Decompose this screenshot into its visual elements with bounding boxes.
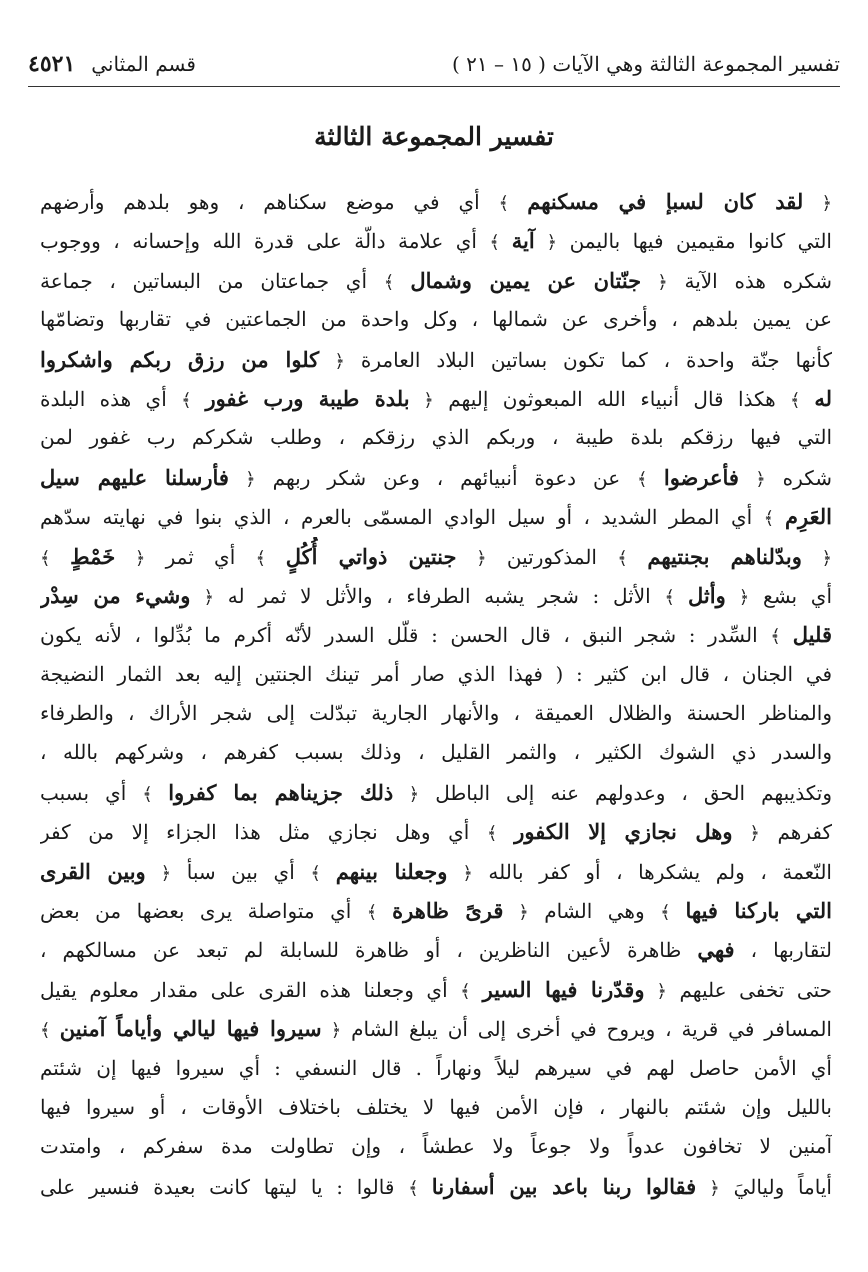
commentary-text: أي هذه البلدة	[40, 386, 182, 411]
ornate-bracket: ﴾	[486, 823, 515, 845]
ornate-bracket: ﴾	[408, 1177, 432, 1199]
commentary-text: أي متواصلة يرى بعضها من بعض	[40, 899, 367, 924]
ornate-bracket: ﴾	[664, 586, 688, 608]
ornate-bracket: ﴿	[145, 862, 172, 884]
commentary-text: أي بين سبأ	[171, 859, 311, 884]
commentary-text: التي كانوا مقيمين فيها باليمن	[557, 229, 832, 254]
commentary-text: أي بسبب	[40, 780, 143, 805]
ornate-bracket: ﴾	[498, 193, 528, 214]
text-line	[40, 497, 832, 536]
quran-verse: التي باركنا فيها	[685, 898, 832, 924]
quran-verse: سيروا فيها ليالي وأياماً آمنين	[59, 1016, 322, 1042]
commentary-text: قالوا : يا ليتها كانت بعيدة فنسير على	[40, 1174, 409, 1199]
text-line	[40, 1009, 832, 1048]
commentary-text: أي وجعلنا هذه القرى على مقدار معلوم يقيل	[40, 977, 461, 1002]
commentary-text: في الجنان ، قال ابن كثير : ( فهذا الذي صار أمر تينك الجنتين إليه بعد الثمار النضيجة	[40, 661, 832, 686]
ornate-bracket: ﴾	[660, 902, 686, 924]
commentary-text: أي ثمر	[145, 544, 256, 569]
quran-verse: فأرسلنا عليهم سيل	[40, 464, 229, 490]
quran-verse: لقد كان لسبإ في مسكنهم	[527, 189, 804, 214]
commentary-text: عن دعوة أنبيائهم ، وعن شكر ربهم	[255, 465, 638, 490]
ornate-bracket: ﴿	[725, 586, 750, 608]
ornate-bracket: ﴾	[489, 232, 512, 254]
commentary-text: كفرهم	[759, 820, 832, 845]
section-title: تفسير المجموعة الثالثة	[314, 122, 554, 151]
ornate-bracket: ﴿	[803, 193, 832, 214]
text-line	[40, 694, 832, 733]
commentary-text: المذكورتين	[486, 544, 618, 569]
text-line	[40, 891, 832, 930]
text-line	[40, 1049, 832, 1088]
quran-verse: وأثل	[687, 582, 726, 608]
commentary-text: أي بشع	[749, 583, 832, 608]
quran-verse: وبدّلناهم بجنتيهم	[647, 543, 802, 569]
text-line	[40, 261, 832, 300]
quran-verse: كلوا من رزق ربكم واشكروا	[40, 346, 320, 372]
ornate-bracket: ﴿	[534, 232, 558, 254]
text-line	[40, 773, 832, 812]
ornate-bracket: ﴿	[696, 1177, 720, 1199]
header-meta	[28, 51, 196, 77]
text-line	[40, 300, 832, 339]
commentary-text: وهي الشام	[528, 899, 661, 924]
text-line	[40, 418, 832, 457]
ornate-bracket: ﴿	[738, 468, 766, 490]
text-line	[40, 1088, 832, 1127]
ornate-bracket: ﴿	[644, 980, 667, 1002]
text-line	[40, 615, 832, 654]
text-line	[40, 221, 832, 260]
ornate-bracket: ﴾	[770, 626, 793, 648]
quran-verse: جنّتان عن يمين وشمال	[410, 267, 642, 293]
quran-verse: العَرِم	[785, 504, 832, 530]
commentary-text: أي المطر الشديد ، أو سيل الوادي المسمّى بالعرم ، الذي بنوا في نهايته سدّهم	[40, 505, 764, 530]
ornate-bracket: ﴾	[637, 468, 664, 490]
commentary-text: هكذا قال أنبياء الله المبعوثون إليهم	[433, 386, 791, 411]
commentary-text: بالليل وإن شئتم بالنهار ، فإن الأمن فيها لا يختلف باختلاف الأوقات ، أو سيروا فيها	[40, 1094, 832, 1119]
quran-verse: وهل نجازي إلا الكفور	[514, 819, 733, 845]
ornate-bracket: ﴾	[40, 547, 71, 569]
commentary-text: لتقاربها ،	[734, 938, 832, 963]
quran-verse: له	[814, 385, 832, 411]
quran-verse: ذلك جزيناهم بما كفروا	[168, 779, 394, 805]
quran-verse: فهي	[697, 937, 735, 963]
commentary-text: السِّدر : شجر النبق ، قال الحسن : قلّل السدر لأنّه أكرم ما بُدِّلوا ، لأنه يكون	[40, 623, 771, 648]
ornate-bracket: ﴿	[409, 389, 434, 411]
ornate-bracket: ﴿	[732, 823, 760, 845]
ornate-bracket: ﴾	[142, 783, 169, 805]
ornate-bracket: ﴾	[40, 1020, 60, 1042]
quran-verse: آية	[511, 228, 535, 254]
ornate-bracket: ﴿	[503, 902, 529, 924]
commentary-text: أياماً ولياليَ	[719, 1174, 832, 1199]
running-title: تفسير المجموعة الثالثة وهي الآيات ( ١٥ – ٢١ )	[451, 52, 840, 76]
quran-verse: وقدّرنا فيها السير	[482, 976, 645, 1002]
ornate-bracket: ﴾	[460, 980, 483, 1002]
ornate-bracket: ﴿	[115, 547, 146, 569]
text-line	[40, 458, 832, 497]
commentary-text: شكره هذه الآية	[667, 268, 832, 293]
header-rule	[28, 86, 840, 87]
commentary-text: كأنها جنّة واحدة ، كما تكون بساتين البلاد العامرة	[344, 347, 832, 372]
commentary-text: آمنين لا تخافون عدواً ولا جوعاً ولا عطشاً ، وإن تطاولت مدة سفركم ، وامتدت	[40, 1134, 832, 1159]
commentary-text: شكره	[765, 465, 832, 490]
commentary-text: عن يمين بلدهم ، وأخرى عن شمالها ، وكل واحدة من الجماعتين في تقاربها وتضامّها	[40, 307, 832, 332]
quran-verse: قرىً ظاهرة	[392, 898, 504, 924]
commentary-text: وتكذيبهم الحق ، وعدولهم عنه إلى الباطل	[419, 780, 832, 805]
commentary-text: أي في موضع سكناهم ، وهو بلدهم وأرضهم	[40, 190, 499, 214]
quran-verse: بلدة طيبة ورب غفور	[205, 385, 410, 411]
commentary-text: والسدر ذي الشوك الكثير ، والثمر القليل ، وذلك بسبب كفرهم ، وشركهم بالله ،	[40, 740, 832, 765]
ornate-bracket: ﴿	[641, 271, 668, 293]
ornate-bracket: ﴾	[763, 508, 786, 530]
text-line	[40, 812, 832, 851]
commentary-text: الأثل : شجر يشبه الطرفاء ، والأثل لا ثمر له	[214, 583, 665, 608]
page-header	[28, 44, 840, 84]
ornate-bracket: ﴿	[228, 468, 256, 490]
ornate-bracket: ﴾	[366, 902, 393, 924]
commentary-text: أي الأمن حاصل لهم في سيرهم ليلاً ونهاراً . قال النسفي : أي سيروا فيها إن شئتم	[40, 1055, 832, 1080]
ornate-bracket: ﴾	[181, 389, 206, 411]
text-line	[40, 970, 832, 1009]
text-line	[40, 852, 832, 891]
commentary-text: ظاهرة لأعين الناظرين ، أو ظاهرة للسابلة لم تبعد عن مسالكهم ،	[40, 938, 698, 963]
commentary-text: أي وهل نجازي مثل هذا الجزاء إلا من كفر	[40, 820, 487, 845]
ornate-bracket: ﴿	[456, 547, 487, 569]
commentary-text: أي علامة دالّة على قدرة الله وإحسانه ، ووجوب	[40, 229, 490, 254]
ornate-bracket: ﴿	[319, 350, 345, 372]
quran-verse: فقالوا ربنا باعد بين أسفارنا	[431, 1173, 697, 1199]
body-text	[40, 182, 832, 1206]
commentary-text: حتى تخفى عليهم	[666, 977, 832, 1002]
ornate-bracket: ﴿	[190, 586, 215, 608]
ornate-bracket: ﴿	[393, 783, 420, 805]
quran-verse: فأعرضوا	[663, 464, 739, 490]
ornate-bracket: ﴾	[617, 547, 648, 569]
text-line	[40, 182, 832, 221]
ornate-bracket: ﴿	[801, 547, 832, 569]
quran-verse: خَمْطٍ	[70, 543, 116, 569]
commentary-text: والمناظر الحسنة والظلال العميقة ، والأنهار الجارية تبدّلت إلى شجر الأراك ، والطرفاء	[40, 701, 832, 726]
ornate-bracket: ﴿	[321, 1020, 342, 1042]
quran-verse: جنتين ذواتي أُكُلٍ	[285, 543, 457, 569]
text-line	[40, 1167, 832, 1206]
page-number: ٤٥٢١	[28, 51, 76, 77]
commentary-text: أي جماعتان من البساتين ، جماعة	[40, 268, 384, 293]
text-line	[40, 340, 832, 379]
text-line	[40, 537, 832, 576]
ornate-bracket: ﴾	[255, 547, 286, 569]
quran-verse: قليل	[792, 622, 832, 648]
text-line	[40, 930, 832, 969]
text-line	[40, 655, 832, 694]
text-line	[40, 733, 832, 772]
ornate-bracket: ﴾	[790, 389, 815, 411]
commentary-text: التي فيها رزقكم بلدة طيبة ، وربكم الذي رزقكم ، وطلب شكركم رب غفور لمن	[40, 425, 832, 450]
ornate-bracket: ﴾	[383, 271, 411, 293]
ornate-bracket: ﴿	[447, 862, 473, 884]
commentary-text: النّعمة ، ولم يشكرها ، أو كفر بالله	[472, 859, 832, 884]
text-line	[40, 1127, 832, 1166]
quran-verse: وشيء من سِدْر	[40, 582, 191, 608]
ornate-bracket: ﴾	[310, 862, 336, 884]
quran-verse: وجعلنا بينهم	[335, 858, 448, 884]
section-name: قسم المثاني	[91, 52, 196, 76]
text-line	[40, 379, 832, 418]
commentary-text: المسافر في قرية ، ويروح في أخرى إلى أن يبلغ الشام	[341, 1017, 832, 1042]
quran-verse: وبين القرى	[40, 858, 146, 884]
text-line	[40, 576, 832, 615]
